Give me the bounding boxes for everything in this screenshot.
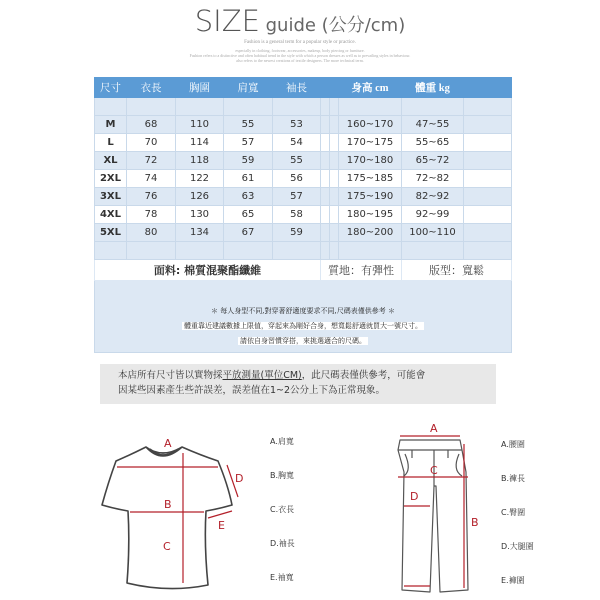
cell-length: 74	[127, 170, 176, 188]
cell-size: M	[95, 116, 127, 134]
cell-weight: 72~82	[402, 170, 464, 188]
marker-e: E	[218, 519, 225, 532]
cell-height: 175~190	[339, 188, 402, 206]
cell-sleeve: 58	[273, 206, 321, 224]
marker-c: C	[163, 540, 171, 553]
pants-legend-a: A.腰圍	[501, 440, 525, 449]
col-header-height: 身高 cm	[339, 78, 402, 98]
cell-height: 180~200	[339, 224, 402, 242]
texture-label: 質地：有彈性	[321, 260, 402, 281]
shirt-diagram	[90, 425, 260, 600]
col-header-weight: 體重 kg	[402, 78, 464, 98]
tagline-line-3: Fashion refers to a distinctive and often habitual trend in the style with which a person dresses as well as to prevailing styles in behaviour.	[189, 53, 411, 58]
disclaimer-box	[100, 364, 496, 404]
blank-row	[95, 98, 512, 116]
table-row	[95, 170, 512, 188]
cell-length: 70	[127, 134, 176, 152]
cell-size: XL	[95, 152, 127, 170]
col-header-empty-3	[464, 78, 512, 98]
marker-d: D	[410, 490, 419, 503]
cell-weight: 47~55	[402, 116, 464, 134]
cell-sleeve: 57	[273, 188, 321, 206]
cell-length: 80	[127, 224, 176, 242]
shirt-legend-c: C.衣長	[270, 505, 295, 514]
cell-weight: 65~72	[402, 152, 464, 170]
marker-c: C	[430, 464, 438, 477]
cell-size: 2XL	[95, 170, 127, 188]
col-header-chest: 胸圍	[176, 78, 224, 98]
cell-weight: 100~110	[402, 224, 464, 242]
col-header-sleeve: 袖長	[273, 78, 321, 98]
pants-legend-b: B.褲長	[501, 474, 526, 483]
cell-shoulder: 57	[224, 134, 273, 152]
note-line-3: 請依自身習慣穿搭，來挑選適合的尺碼。	[240, 337, 366, 345]
shirt-legend-a: A.肩寬	[270, 437, 294, 446]
cell-shoulder: 61	[224, 170, 273, 188]
cell-chest: 122	[176, 170, 224, 188]
cell-shoulder: 63	[224, 188, 273, 206]
notes-cell	[95, 281, 512, 353]
pants-legend-d: D.大腿圍	[501, 542, 534, 551]
measure-method: 平放測量(單位CM)	[222, 370, 302, 381]
note-line-1: ＊ 每人身型不同,對穿著舒適度要求不同,尺碼表僅供參考 ＊	[211, 307, 395, 315]
cell-length: 76	[127, 188, 176, 206]
marker-a: A	[164, 437, 172, 450]
notes-row	[95, 281, 512, 353]
cell-weight: 55~65	[402, 134, 464, 152]
cell-sleeve: 56	[273, 170, 321, 188]
table-row	[95, 116, 512, 134]
cell-sleeve: 55	[273, 152, 321, 170]
cell-length: 78	[127, 206, 176, 224]
col-header-size: 尺寸	[95, 78, 127, 98]
blank-row	[95, 242, 512, 260]
header	[0, 4, 600, 63]
shirt-legend-e: E.袖寬	[270, 573, 294, 582]
tagline-line-2: especially in clothing, footwear, accessories, makeup, body piercing or furniture.	[235, 48, 365, 53]
cell-shoulder: 67	[224, 224, 273, 242]
cell-chest: 134	[176, 224, 224, 242]
table-row	[95, 206, 512, 224]
table-row	[95, 152, 512, 170]
table-row	[95, 224, 512, 242]
col-header-length: 衣長	[127, 78, 176, 98]
size-table	[94, 77, 512, 353]
pants-legend-c: C.臀圍	[501, 508, 526, 517]
marker-a: A	[430, 422, 438, 435]
material-row	[95, 260, 512, 281]
marker-d: D	[235, 472, 244, 485]
cell-height: 170~180	[339, 152, 402, 170]
cell-chest: 110	[176, 116, 224, 134]
cell-size: 3XL	[95, 188, 127, 206]
cell-height: 160~170	[339, 116, 402, 134]
cell-height: 180~195	[339, 206, 402, 224]
shirt-legend-b: B.胸寬	[270, 471, 295, 480]
cell-size: 4XL	[95, 206, 127, 224]
marker-b: B	[471, 516, 479, 529]
table-row	[95, 134, 512, 152]
title-size: SIZE	[194, 4, 260, 38]
tagline	[0, 40, 600, 63]
col-header-empty-1	[321, 78, 330, 98]
cell-size: 5XL	[95, 224, 127, 242]
cell-height: 170~175	[339, 134, 402, 152]
col-header-shoulder: 肩寬	[224, 78, 273, 98]
cell-shoulder: 59	[224, 152, 273, 170]
pants-diagram	[390, 420, 480, 600]
table-header-row	[95, 78, 512, 98]
table-row	[95, 188, 512, 206]
disclaimer-line-2: 因某些因素產生些許誤差，誤差值在1~2公分上下為正常現象。	[118, 385, 386, 396]
material-label: 面料: 棉質混聚酯纖維	[95, 260, 321, 281]
cell-sleeve: 54	[273, 134, 321, 152]
cell-shoulder: 65	[224, 206, 273, 224]
col-header-empty-2	[330, 78, 339, 98]
cell-length: 68	[127, 116, 176, 134]
note-line-2: 體重靠近建議數據上限值，穿起來為剛好合身，想寬鬆舒適就買大一號尺寸。	[184, 322, 422, 330]
cell-height: 175~185	[339, 170, 402, 188]
page-title	[0, 4, 600, 38]
pants-legend-e: E.褲圍	[501, 576, 525, 585]
cell-chest: 118	[176, 152, 224, 170]
cell-length: 72	[127, 152, 176, 170]
cell-sleeve: 53	[273, 116, 321, 134]
marker-b: B	[164, 498, 172, 511]
title-guide: guide (公分/cm)	[259, 15, 406, 36]
cell-chest: 126	[176, 188, 224, 206]
cell-chest: 114	[176, 134, 224, 152]
disclaimer-line-1: 本店所有尺寸皆以實物採平放測量(單位CM)，此尺碼表僅供參考，可能會	[118, 370, 426, 381]
cell-shoulder: 55	[224, 116, 273, 134]
cell-sleeve: 59	[273, 224, 321, 242]
cell-weight: 82~92	[402, 188, 464, 206]
tagline-line-4: also refers to the newest creations of textile designers. The more technical term.	[236, 58, 364, 63]
cell-chest: 130	[176, 206, 224, 224]
tagline-line-1: Fashion is a general term for a popular style or practice.	[244, 40, 356, 45]
fit-label: 版型：寬鬆	[402, 260, 512, 281]
cell-size: L	[95, 134, 127, 152]
shirt-legend-d: D.袖長	[270, 539, 295, 548]
cell-weight: 92~99	[402, 206, 464, 224]
